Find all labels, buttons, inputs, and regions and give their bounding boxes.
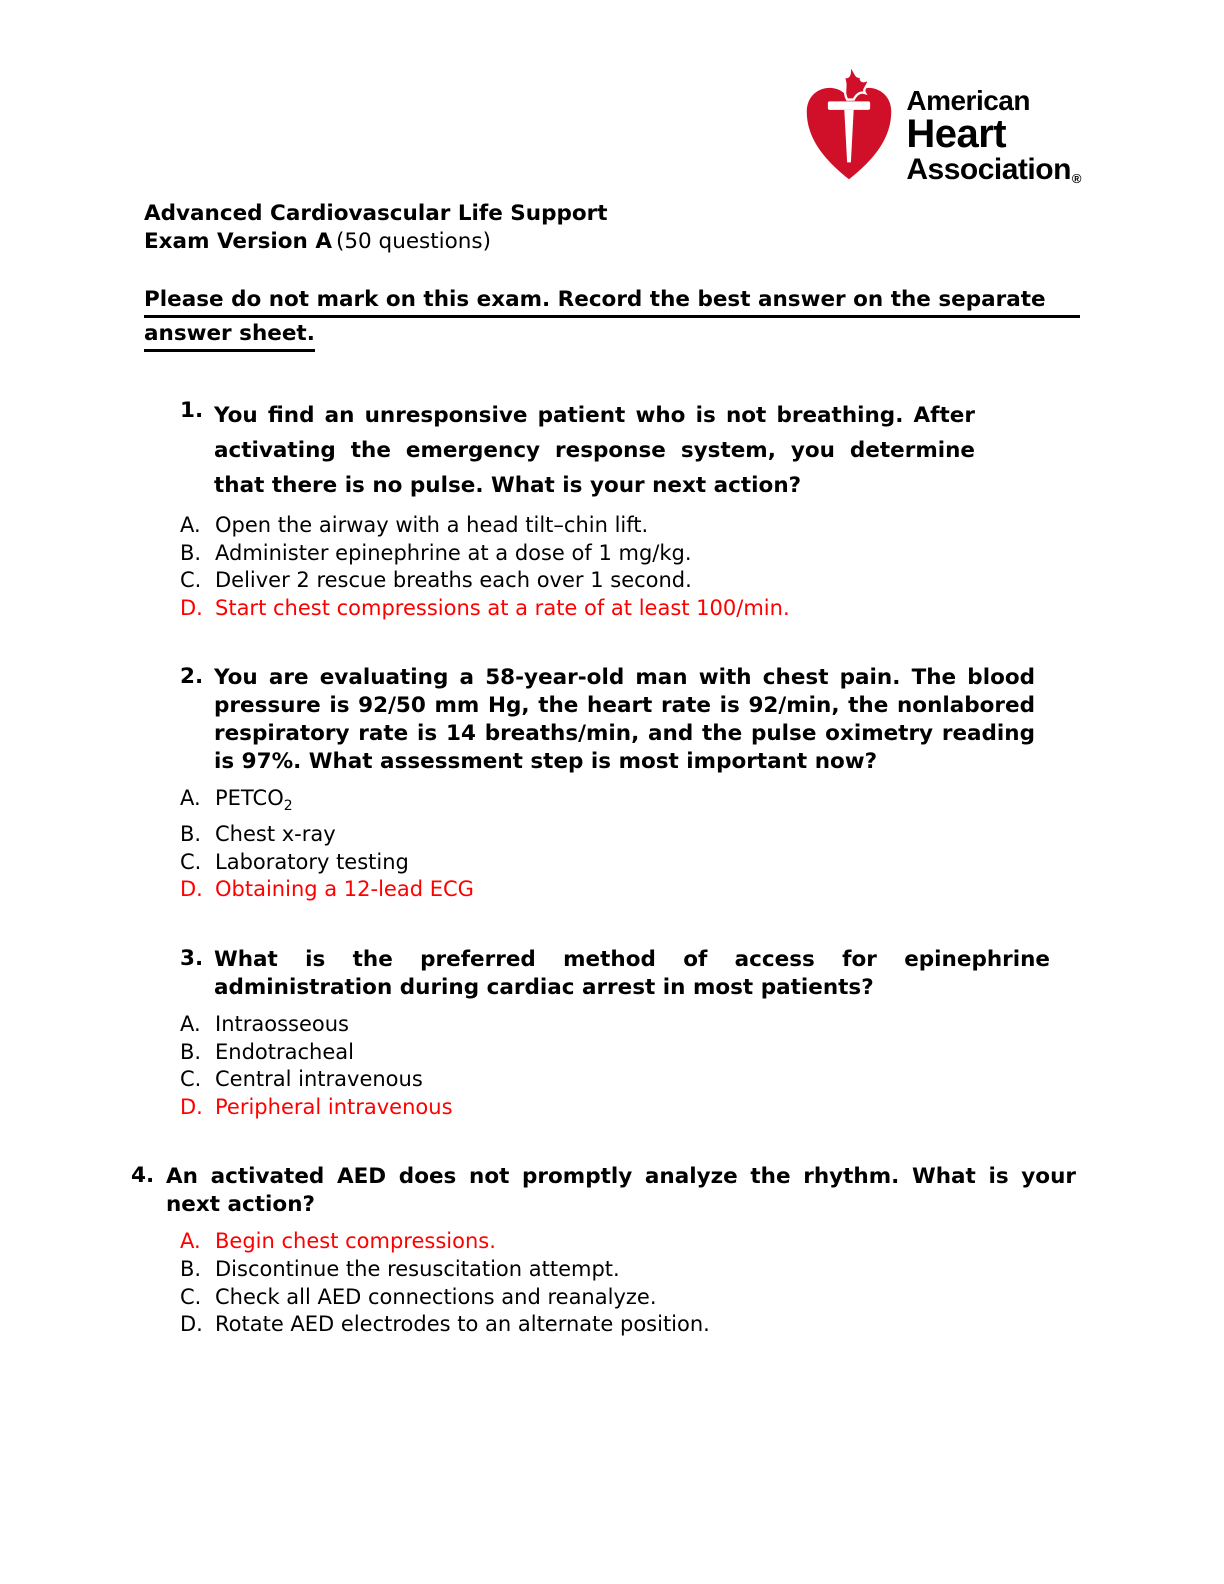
question-line: is 97%. What assessment step is most important now? xyxy=(214,749,878,775)
answer-options xyxy=(144,1011,1080,1121)
option-letter: D. xyxy=(180,877,203,902)
question-list xyxy=(131,398,1080,1339)
question-line: respiratory rate is 14 breaths/min, and the pulse oximetry reading xyxy=(214,721,1035,747)
option-letter: B. xyxy=(180,1256,202,1281)
option-text: Obtaining a 12-lead ECG xyxy=(215,877,474,902)
answer-options xyxy=(144,1228,1080,1338)
option-letter: B. xyxy=(180,1039,202,1064)
option-text: Intraosseous xyxy=(215,1011,349,1036)
option-row xyxy=(180,1311,1080,1339)
question-line: You find an unresponsive patient who is not breathing. After xyxy=(214,403,975,428)
option-row xyxy=(180,595,1080,623)
question-2 xyxy=(144,664,1080,904)
option-row xyxy=(180,567,1080,595)
option-letter: B. xyxy=(180,540,202,565)
option-row xyxy=(180,512,1080,540)
option-letter: D. xyxy=(180,1312,203,1337)
question-lines xyxy=(214,398,975,503)
logo-word-american: American xyxy=(906,85,1030,116)
question-3 xyxy=(144,946,1080,1121)
option-letter: A. xyxy=(180,1011,201,1036)
option-letter: A. xyxy=(180,1229,201,1254)
question-line: An activated AED does not promptly analyze the rhythm. What is your xyxy=(166,1164,1076,1190)
option-letter: D. xyxy=(180,1094,203,1119)
option-letter: C. xyxy=(180,849,202,874)
question-line: What is the preferred method of access for epinephrine xyxy=(214,946,1050,972)
question-number: 3. xyxy=(180,945,204,971)
heart-torch-icon xyxy=(802,62,896,184)
option-letter: B. xyxy=(180,822,202,847)
exam-title: Advanced Cardiovascular Life Support xyxy=(144,201,608,226)
option-letter: A. xyxy=(180,786,201,811)
option-row xyxy=(180,785,1080,821)
aha-logo xyxy=(802,62,1080,186)
option-subscript: 2 xyxy=(283,798,293,815)
question-line: activating the emergency response system, you determine xyxy=(214,438,975,463)
question-text-4 xyxy=(131,1163,1080,1219)
logo-text xyxy=(906,86,1080,192)
question-4 xyxy=(131,1163,1080,1338)
option-row xyxy=(180,1039,1080,1067)
option-text: Check all AED connections and reanalyze. xyxy=(215,1284,657,1309)
option-row xyxy=(180,1256,1080,1284)
question-line: that there is no pulse. What is your next action? xyxy=(214,473,802,498)
question-line: next action? xyxy=(166,1192,315,1218)
question-1 xyxy=(144,398,1080,622)
option-row xyxy=(180,1066,1080,1094)
option-row xyxy=(180,821,1080,849)
question-lines xyxy=(214,664,1035,776)
option-text: Rotate AED electrodes to an alternate position. xyxy=(215,1312,710,1337)
registered-mark: ® xyxy=(1071,171,1081,186)
exam-notice xyxy=(144,284,1080,352)
option-text: Laboratory testing xyxy=(215,849,409,874)
option-letter: D. xyxy=(180,595,203,620)
option-text: Start chest compressions at a rate of at least 100/min. xyxy=(215,595,790,620)
notice-line-2: answer sheet. xyxy=(144,318,315,352)
option-text: Begin chest compressions. xyxy=(215,1229,496,1254)
question-lines xyxy=(214,946,1050,1002)
option-row xyxy=(180,1094,1080,1122)
option-row xyxy=(180,1011,1080,1039)
logo-word-heart: Heart xyxy=(906,112,1007,156)
option-text: Deliver 2 rescue breaths each over 1 second. xyxy=(215,568,692,593)
question-line: You are evaluating a 58-year-old man with chest pain. The blood xyxy=(214,665,1035,691)
question-text-3 xyxy=(180,946,1080,1002)
option-text: Central intravenous xyxy=(215,1067,423,1092)
option-letter: C. xyxy=(180,1067,202,1092)
notice-line-1: Please do not mark on this exam. Record the best answer on the separate xyxy=(144,284,1080,318)
question-number: 4. xyxy=(131,1163,155,1189)
question-number: 1. xyxy=(180,398,204,423)
option-letter: C. xyxy=(180,1284,202,1309)
exam-version-line xyxy=(144,228,1080,256)
option-letter: A. xyxy=(180,513,201,537)
option-text: $PETCO_2$ xyxy=(215,786,293,815)
question-text-1 xyxy=(180,398,1080,503)
question-count: (50 questions) xyxy=(335,229,492,254)
option-text: Discontinue the resuscitation attempt. xyxy=(215,1256,620,1281)
exam-header xyxy=(144,200,1080,256)
option-row xyxy=(180,1284,1080,1312)
question-text-2 xyxy=(180,664,1080,776)
answer-options xyxy=(144,785,1080,904)
option-row xyxy=(180,540,1080,568)
option-row xyxy=(180,876,1080,904)
question-number: 2. xyxy=(180,664,204,690)
option-text: Open the airway with a head tilt–chin lift. xyxy=(215,513,649,537)
logo-word-association: Association® xyxy=(906,153,1081,186)
option-letter: C. xyxy=(180,568,202,593)
exam-version: Exam Version A xyxy=(144,229,332,254)
question-lines xyxy=(166,1163,1076,1219)
option-text: Endotracheal xyxy=(215,1039,354,1064)
answer-options xyxy=(144,512,1080,622)
option-text: Administer epinephrine at a dose of 1 mg/kg. xyxy=(215,540,692,565)
option-row xyxy=(180,849,1080,877)
option-row xyxy=(180,1228,1080,1256)
option-text: Peripheral intravenous xyxy=(215,1094,453,1119)
option-text: Chest x-ray xyxy=(215,822,336,847)
question-line: administration during cardiac arrest in most patients? xyxy=(214,974,874,1000)
question-line: pressure is 92/50 mm Hg, the heart rate is 92/min, the nonlabored xyxy=(214,693,1035,719)
